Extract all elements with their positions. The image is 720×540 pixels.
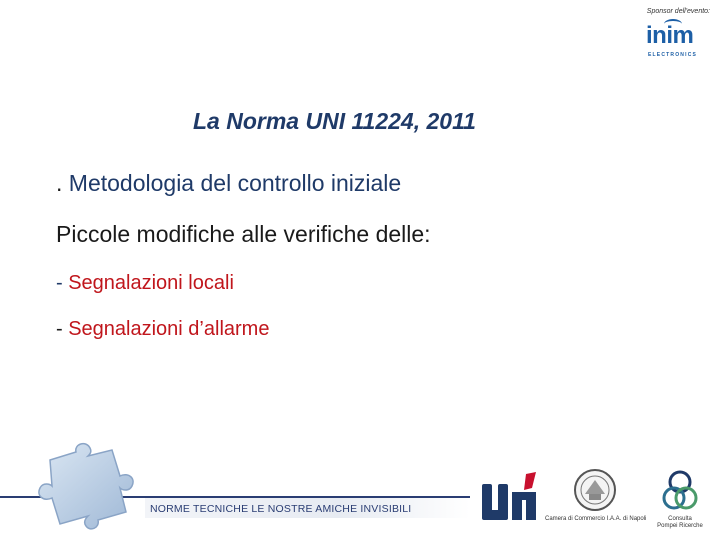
inim-brand-text: inim [646,22,694,49]
uni-logo [476,470,540,532]
bullet2-text: Segnalazioni d’allarme [68,318,270,340]
bullet2-dash: - [56,318,69,340]
emblem-icon [652,466,708,514]
camera-caption: Camera di Commercio I.A.A. di Napoli [545,516,647,522]
bullet1-dash: - [56,272,69,294]
inim-logo [646,24,704,64]
pompieri-logo [652,466,708,532]
bullet1-text: Segnalazioni locali [68,272,234,294]
sponsor-label: Sponsor dell'evento: [646,8,710,15]
bullet-segnalazioni-allarme [56,318,269,341]
seal-icon [545,466,645,514]
camera-commercio-logo [545,466,645,532]
footer-banner-text: NORME TECNICHE LE NOSTRE AMICHE INVISIBILI [150,503,412,515]
inim-brand-sub: ELECTRONICS [648,52,698,58]
bullet-segnalazioni-locali [56,272,234,295]
line-metodologia [56,170,401,197]
pompieri-caption [652,516,708,530]
line1-prefix: . [56,170,69,196]
pompieri-caption-line1: Consulta [668,516,692,522]
puzzle-piece-icon [28,442,138,532]
slide-title: La Norma UNI 11224, 2011 [193,108,476,134]
inim-arc-icon [664,19,682,29]
pompieri-caption-line2: Pompei Ricerche [657,523,703,529]
line1-text: Metodologia del controllo iniziale [68,170,402,196]
line-piccole-modifiche: Piccole modifiche alle verifiche delle: [56,221,431,247]
